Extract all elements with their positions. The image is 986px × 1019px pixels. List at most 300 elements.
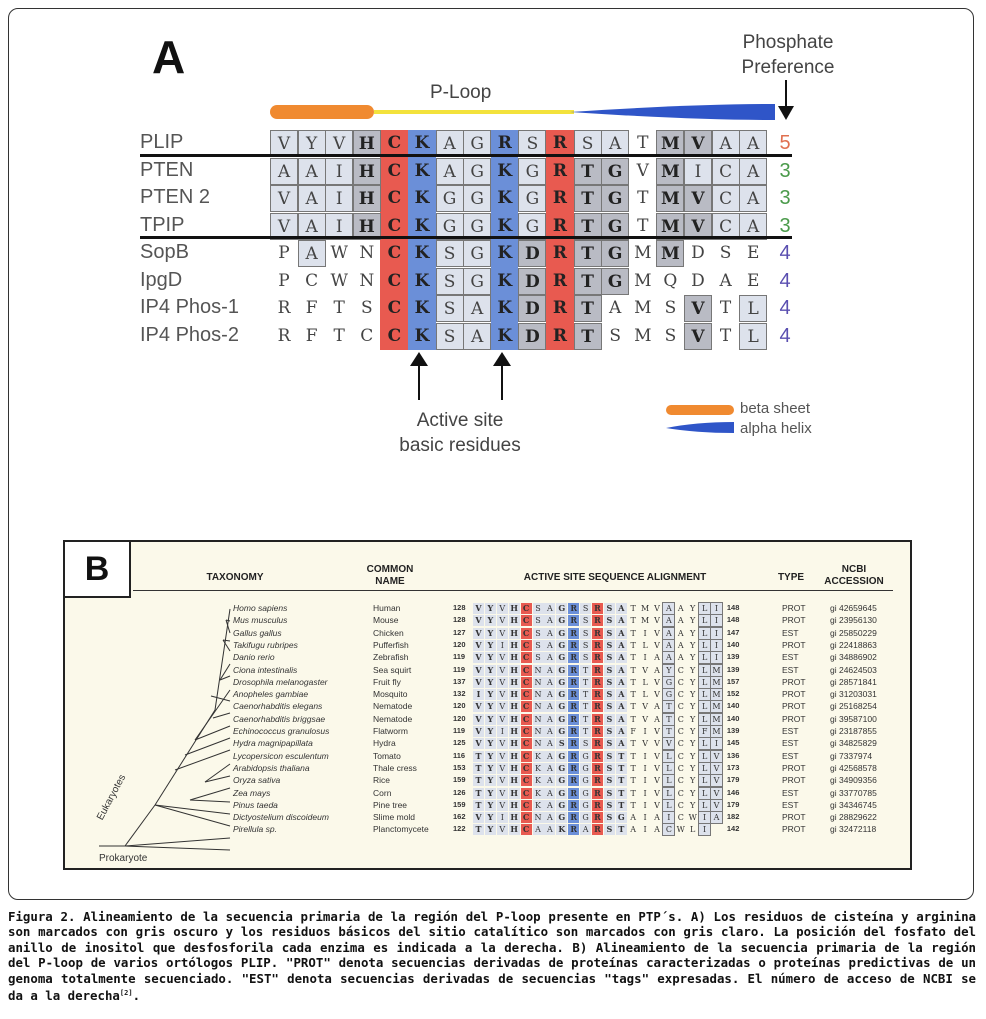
residue: A	[544, 812, 555, 823]
start-position: 125	[453, 738, 466, 748]
common-name: Nematode	[373, 701, 413, 712]
residue: A	[544, 615, 555, 626]
residue: R	[568, 788, 579, 799]
end-position: 179	[726, 775, 740, 785]
residue: I	[643, 727, 647, 736]
ncbi-accession: gi 42568578	[830, 762, 877, 773]
taxon-name: Arabidopsis thaliana	[233, 762, 310, 773]
taxon-name: Pirellula sp.	[233, 824, 277, 835]
residue: I	[663, 812, 674, 823]
residue: A	[654, 714, 660, 724]
residue: I	[711, 640, 722, 651]
residue: R	[568, 824, 579, 835]
residue: R	[592, 726, 603, 737]
residue: A	[544, 800, 555, 811]
residue: H	[353, 158, 381, 185]
start-position: 128	[453, 603, 466, 612]
residue: G	[556, 775, 567, 786]
residue: V	[654, 690, 660, 700]
residue: R	[568, 738, 579, 749]
taxon-name: Danio rerio	[233, 652, 275, 663]
residue: R	[592, 763, 603, 774]
residue: P	[278, 243, 290, 263]
residue: R	[568, 751, 579, 762]
residue: T	[574, 240, 602, 267]
common-name: Mouse	[373, 615, 399, 626]
residue: C	[360, 325, 374, 346]
residue: M	[712, 690, 721, 700]
residue: I	[643, 825, 647, 835]
residue: T	[473, 763, 484, 774]
residue: V	[497, 751, 508, 762]
residue: A	[630, 813, 637, 823]
residue: T	[580, 665, 591, 676]
phosphate-arrow	[775, 80, 797, 122]
residue: Y	[485, 763, 496, 774]
residue: S	[604, 640, 615, 651]
residue: S	[664, 325, 677, 346]
common-name: Pufferfish	[373, 639, 409, 650]
residue: R	[568, 677, 579, 688]
residue: I	[699, 812, 710, 823]
residue: G	[601, 158, 629, 185]
residue: T	[630, 653, 636, 663]
taxon-name: Caenorhabditis elegans	[233, 701, 323, 712]
residue: S	[609, 325, 622, 346]
residue: H	[510, 726, 518, 736]
residue: C	[677, 714, 684, 724]
residue: K	[414, 133, 430, 153]
residue: A	[712, 130, 740, 157]
residue: Y	[485, 665, 496, 676]
residue: S	[604, 763, 615, 774]
residue: G	[556, 701, 567, 712]
residue: M	[712, 677, 721, 687]
residue: I	[643, 628, 647, 638]
residue: K	[556, 824, 567, 835]
residue: T	[580, 701, 591, 712]
residue: K	[414, 325, 430, 346]
residue: G	[580, 800, 591, 811]
sequence-name: PTEN	[140, 158, 194, 181]
legend-helix-swatch	[666, 422, 734, 433]
residue: A	[609, 298, 622, 318]
header-rule	[133, 590, 893, 591]
taxon-name: Anopheles gambiae	[233, 689, 309, 700]
residue: T	[719, 325, 732, 346]
residue: G	[556, 714, 567, 725]
residue: A	[616, 701, 627, 712]
residue: D	[518, 240, 546, 267]
residue: V	[654, 751, 660, 761]
residue: V	[473, 812, 484, 823]
residue: T	[637, 215, 649, 236]
header-ncbi-1: NCBI	[841, 564, 867, 575]
residue: A	[616, 603, 627, 614]
residue: I	[497, 726, 508, 737]
end-position: 140	[726, 639, 740, 649]
ncbi-accession: gi 33770785	[830, 787, 877, 798]
residue: Y	[690, 604, 696, 613]
residue: I	[497, 640, 508, 651]
residue: R	[568, 812, 579, 823]
residue: W	[330, 243, 348, 263]
residue: G	[580, 812, 591, 823]
residue: D	[518, 268, 546, 295]
residue: A	[544, 689, 555, 700]
taxon-name: Drosophila melanogaster	[233, 676, 328, 687]
residue: A	[616, 677, 627, 688]
residue: T	[333, 325, 345, 346]
sequence-type: EST	[782, 738, 799, 749]
residue: A	[270, 158, 298, 185]
residue: A	[616, 738, 627, 749]
residue: Y	[663, 665, 674, 676]
residue: G	[580, 763, 591, 774]
residue: G	[580, 788, 591, 799]
residue: V	[497, 615, 508, 626]
phosphate-preference-value: 5	[779, 132, 791, 154]
residue: Y	[485, 652, 496, 663]
taxon-name: Homo sapiens	[233, 603, 288, 613]
residue: A	[436, 130, 464, 157]
phosphate-preference-value: 3	[779, 159, 791, 182]
residue: A	[719, 270, 732, 291]
residue: H	[353, 213, 381, 240]
residue: I	[497, 812, 508, 823]
residue: V	[473, 652, 484, 663]
sequence-type: PROT	[782, 615, 806, 626]
residue: S	[436, 323, 464, 350]
residue: G	[663, 677, 674, 688]
residue: H	[510, 664, 518, 675]
residue: V	[654, 788, 660, 798]
residue: I	[473, 689, 484, 700]
common-name: Fruit fly	[373, 676, 401, 687]
residue: W	[676, 825, 685, 835]
residue: V	[497, 603, 508, 614]
end-position: 173	[726, 762, 740, 772]
residue: C	[387, 188, 402, 208]
residue: C	[521, 812, 532, 823]
sequence-type: PROT	[782, 812, 806, 823]
residue: V	[473, 665, 484, 676]
residue: S	[574, 130, 602, 157]
sequence-type: PROT	[782, 824, 806, 835]
sequence-type: PROT	[782, 775, 806, 786]
residue: F	[305, 325, 318, 346]
residue: T	[574, 268, 602, 295]
residue: H	[510, 799, 518, 810]
residue: L	[663, 788, 674, 799]
residue: A	[463, 323, 491, 350]
residue: V	[497, 628, 508, 639]
residue: C	[521, 628, 532, 639]
taxon-name: Mus musculus	[233, 615, 288, 626]
residue: Y	[690, 702, 696, 712]
residue: K	[497, 325, 513, 346]
active-site-label	[380, 408, 540, 458]
residue: F	[305, 298, 318, 318]
residue: M	[656, 158, 684, 185]
residue: A	[463, 295, 491, 322]
residue: D	[691, 270, 705, 291]
residue: N	[359, 270, 375, 291]
phosphate-preference-value: 4	[779, 242, 791, 264]
residue: A	[544, 726, 555, 737]
residue: K	[414, 270, 430, 291]
residue: G	[663, 689, 674, 700]
residue: C	[677, 727, 684, 736]
residue: G	[556, 788, 567, 799]
residue: W	[330, 270, 348, 291]
residue: F	[630, 727, 636, 736]
residue: H	[510, 762, 518, 773]
header-alignment: ACTIVE SITE SEQUENCE ALIGNMENT	[523, 572, 707, 583]
residue: S	[604, 738, 615, 749]
residue: G	[601, 213, 629, 240]
residue: S	[533, 628, 544, 639]
residue: Y	[485, 615, 496, 626]
residue: T	[616, 751, 627, 762]
residue: A	[544, 677, 555, 688]
residue: L	[663, 800, 674, 811]
residue: L	[699, 677, 710, 688]
residue: H	[510, 689, 518, 700]
residue: S	[719, 243, 732, 263]
residue: S	[604, 788, 615, 799]
residue: S	[580, 603, 591, 614]
residue: C	[521, 640, 532, 651]
sequence-type: EST	[782, 726, 799, 736]
residue: G	[556, 812, 567, 823]
residue: V	[711, 751, 722, 762]
residue: T	[473, 824, 484, 835]
residue: L	[699, 665, 710, 676]
residue: Y	[485, 677, 496, 688]
residue: A	[298, 158, 326, 185]
residue: L	[699, 751, 710, 762]
residue: V	[711, 788, 722, 799]
residue: K	[533, 763, 544, 774]
residue: A	[654, 813, 660, 823]
residue: C	[387, 160, 402, 181]
residue: Y	[690, 751, 696, 761]
ncbi-accession: gi 25168254	[830, 701, 877, 712]
phosphate-preference-value: 4	[779, 297, 791, 319]
residue: Y	[690, 739, 696, 749]
residue: H	[353, 185, 381, 212]
residue: V	[642, 702, 648, 712]
residue: C	[387, 325, 402, 346]
residue: I	[711, 628, 722, 639]
residue: I	[699, 824, 710, 835]
residue: T	[473, 775, 484, 786]
residue: R	[592, 824, 603, 835]
residue: S	[533, 615, 544, 626]
ploop-bar	[374, 110, 574, 114]
residue: H	[510, 676, 518, 687]
panel-a-letter: A	[152, 31, 186, 83]
residue: A	[616, 726, 627, 737]
sequence-type: EST	[782, 799, 799, 810]
beta-sheet-bar	[270, 105, 374, 119]
residue: N	[534, 677, 542, 687]
residue: K	[414, 188, 430, 208]
residue: C	[663, 824, 674, 835]
residue: R	[592, 788, 603, 799]
residue: M	[634, 298, 652, 318]
divider-line-2	[140, 236, 792, 239]
taxon-name: Caenorhabditis briggsae	[233, 713, 326, 724]
residue: C	[521, 689, 532, 700]
residue: T	[574, 185, 602, 212]
residue: V	[642, 739, 648, 749]
residue: L	[699, 628, 710, 639]
start-position: 132	[453, 689, 466, 699]
residue: A	[616, 640, 627, 651]
residue: G	[601, 268, 629, 295]
ncbi-accession: gi 34346745	[830, 799, 877, 810]
residue: T	[663, 726, 674, 737]
residue: H	[510, 750, 518, 761]
residue: C	[387, 270, 402, 291]
residue: S	[580, 738, 591, 749]
residue: T	[630, 690, 636, 700]
residue: A	[544, 701, 555, 712]
residue: R	[592, 628, 603, 639]
phosphate-preference-label	[728, 30, 848, 80]
residue: K	[414, 243, 430, 263]
residue: L	[699, 701, 710, 712]
residue: R	[568, 615, 579, 626]
residue: L	[699, 689, 710, 700]
residue: M	[656, 240, 684, 267]
residue: H	[510, 812, 518, 823]
residue: K	[497, 160, 513, 181]
taxon-name: Gallus gallus	[233, 627, 282, 638]
residue: D	[518, 295, 546, 322]
residue: T	[630, 763, 636, 773]
ncbi-accession: gi 23956130	[830, 615, 877, 626]
start-position: 119	[453, 652, 466, 662]
residue: Y	[485, 800, 496, 811]
residue: N	[534, 714, 542, 724]
residue: T	[473, 800, 484, 811]
residue: G	[556, 800, 567, 811]
residue: Y	[690, 640, 696, 650]
phosphate-preference-value: 3	[779, 214, 791, 237]
sequence-type: PROT	[782, 762, 806, 773]
residue: S	[604, 701, 615, 712]
residue: C	[521, 824, 532, 835]
residue: K	[414, 215, 430, 236]
residue: C	[677, 690, 684, 700]
taxon-name: Pinus taeda	[233, 799, 278, 810]
sequence-type: EST	[782, 627, 799, 638]
residue: V	[497, 665, 508, 676]
residue: R	[592, 603, 603, 614]
residue: M	[656, 130, 684, 157]
residue: A	[298, 213, 326, 240]
taxon-name: Dictyostelium discoideum	[233, 812, 329, 823]
residue: V	[473, 701, 484, 712]
residue: A	[739, 185, 767, 212]
common-name: Corn	[373, 787, 392, 798]
residue: S	[533, 652, 544, 663]
common-name: Slime mold	[373, 812, 416, 823]
residue: G	[556, 652, 567, 663]
residue: C	[677, 751, 684, 761]
residue: V	[711, 775, 722, 786]
end-position: 148	[726, 603, 740, 612]
phosphate-preference-value: 4	[779, 324, 791, 347]
residue: A	[616, 652, 627, 663]
residue: K	[533, 788, 544, 799]
phylogenetic-tree	[95, 600, 235, 862]
residue: L	[699, 714, 710, 725]
residue: A	[654, 653, 660, 663]
residue: R	[568, 689, 579, 700]
residue: T	[637, 188, 649, 208]
phosphate-label-line-1: Phosphate	[742, 32, 834, 53]
residue: T	[616, 788, 627, 799]
residue: R	[568, 775, 579, 786]
residue: T	[630, 788, 636, 798]
residue: C	[305, 270, 319, 291]
residue: I	[325, 213, 353, 240]
residue: L	[699, 615, 710, 626]
residue: A	[677, 653, 684, 663]
residue: R	[552, 298, 568, 318]
residue: I	[711, 652, 722, 663]
residue: R	[568, 628, 579, 639]
header-taxonomy: TAXONOMY	[206, 572, 264, 583]
residue: Y	[485, 738, 496, 749]
end-position: 148	[726, 615, 740, 625]
end-position: 179	[726, 799, 740, 809]
residue: A	[544, 714, 555, 725]
start-position: 162	[453, 812, 466, 822]
residue: Y	[690, 727, 696, 736]
residue: M	[712, 665, 721, 675]
residue: A	[616, 628, 627, 639]
residue: R	[552, 243, 568, 263]
caption-end: .	[132, 988, 141, 1004]
residue: G	[556, 615, 567, 626]
residue: A	[663, 603, 674, 614]
residue: A	[544, 824, 555, 835]
residue: C	[677, 813, 684, 823]
residue: V	[497, 677, 508, 688]
residue: S	[556, 738, 567, 749]
residue: Y	[298, 130, 326, 157]
residue: C	[387, 298, 402, 318]
residue: T	[663, 714, 674, 725]
residue: V	[654, 776, 660, 786]
common-name: Chicken	[373, 627, 404, 638]
start-position: 137	[453, 676, 466, 686]
residue: Y	[485, 714, 496, 725]
residue: T	[630, 665, 636, 675]
sequence-name: PTEN 2	[140, 186, 211, 208]
residue: G	[436, 185, 464, 212]
residue: V	[642, 714, 648, 724]
common-name: Thale cress	[373, 762, 417, 773]
residue: V	[497, 763, 508, 774]
residue: C	[677, 739, 684, 749]
panel-b-letter: B	[84, 550, 110, 588]
